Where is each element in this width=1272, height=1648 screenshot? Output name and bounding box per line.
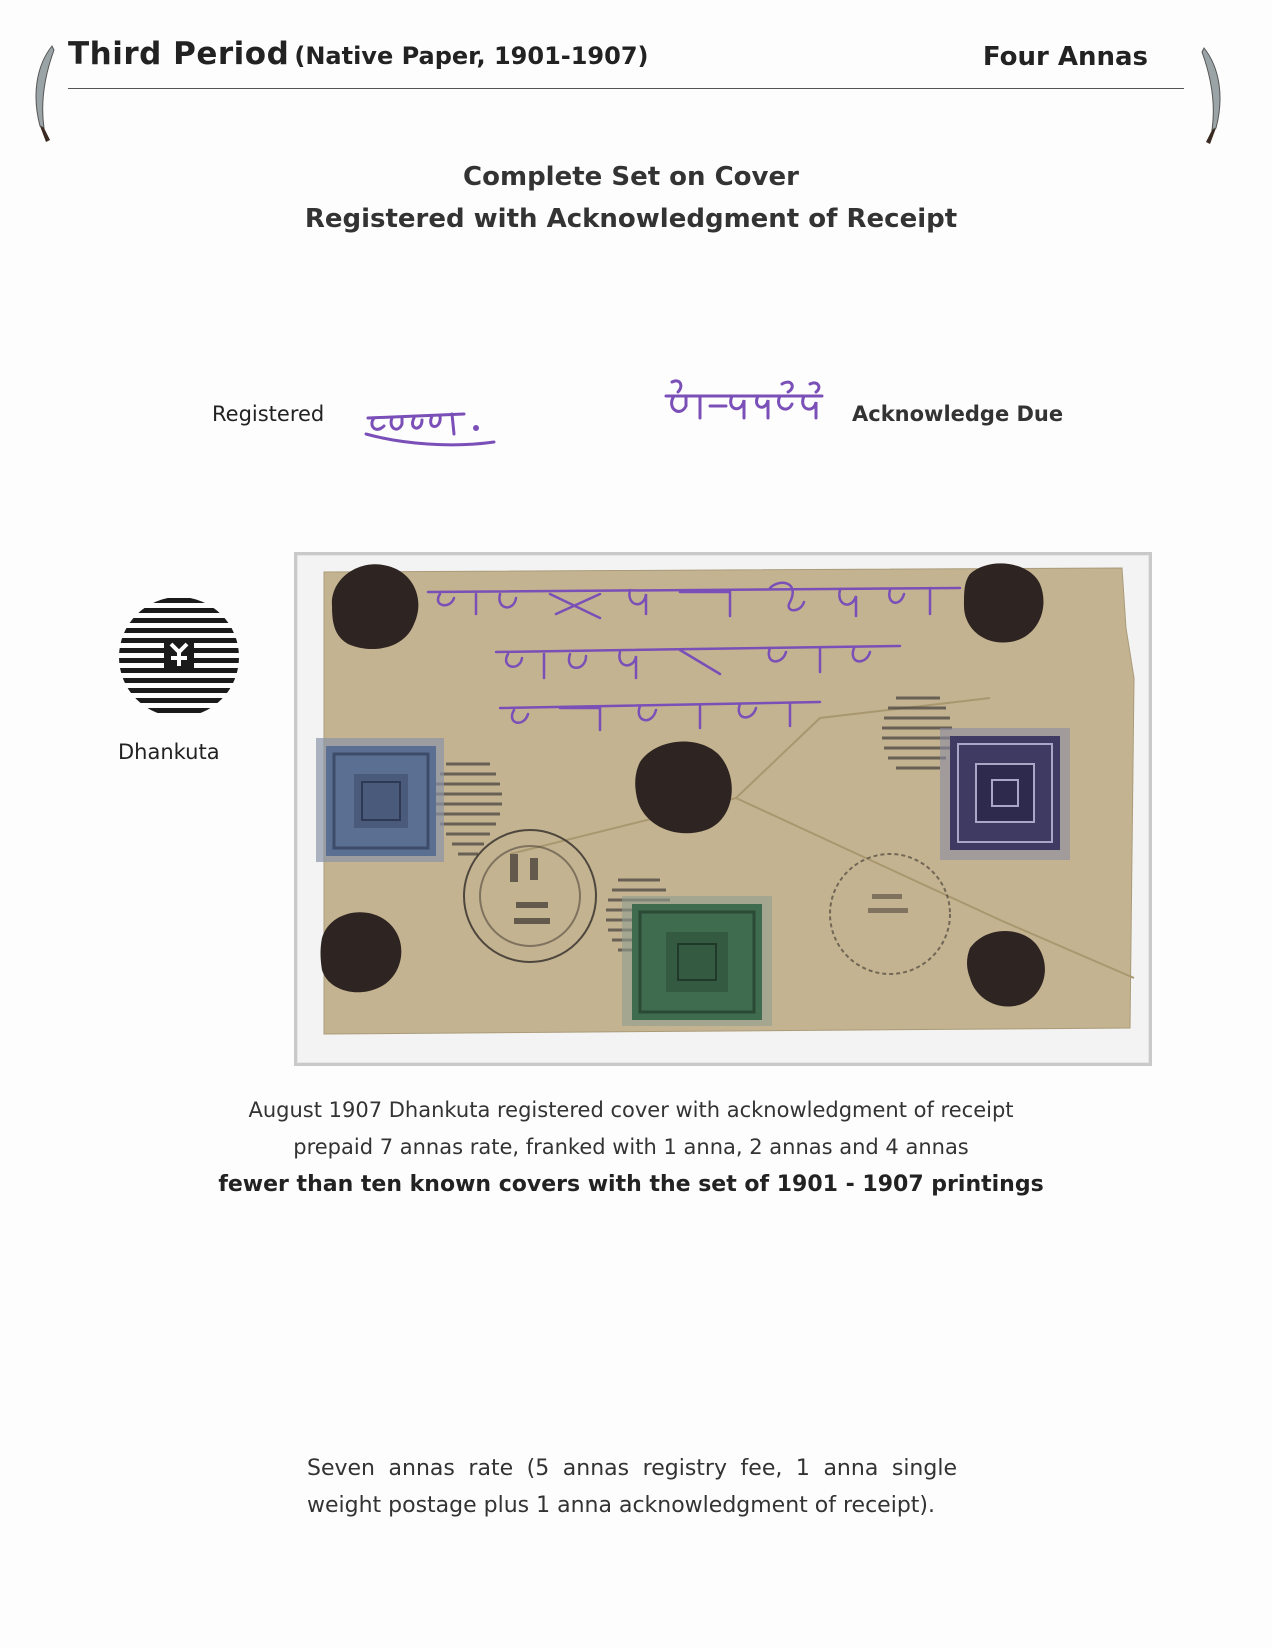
acknowledge-devanagari-marking: [662, 378, 832, 434]
striped-circle-postmark-icon: [118, 596, 240, 718]
town-label: Dhankuta: [118, 740, 220, 764]
cover-caption-line2: prepaid 7 annas rate, franked with 1 anna, 2 annas and 4 annas: [293, 1135, 969, 1159]
heading-set-on-cover: Complete Set on Cover: [463, 162, 799, 192]
registered-cover-image: [300, 558, 1140, 1054]
stamp-four-annas-dark: [940, 728, 1070, 860]
header-divider: [68, 88, 1184, 89]
stamp-one-anna-blue: [316, 738, 444, 862]
kukri-knife-icon: [1196, 46, 1226, 146]
page-title: [68, 36, 649, 72]
title-value: Four Annas: [982, 42, 1148, 72]
kukri-knife-icon: [30, 44, 60, 144]
cover-caption-line3: fewer than ten known covers with the set of 1901 - 1907 printings: [218, 1172, 1044, 1197]
acknowledge-label: Acknowledge Due: [852, 402, 1064, 426]
cover-caption-line1: August 1907 Dhankuta registered cover with acknowledgment of receipt: [248, 1098, 1014, 1122]
registered-devanagari-marking: [362, 404, 502, 450]
title-paper: (Native Paper, 1901-1907): [294, 42, 649, 70]
title-period: Third Period: [68, 36, 290, 72]
heading-registered-ack: Registered with Acknowledgment of Receipt: [304, 204, 958, 234]
stamp-two-annas-green: [622, 896, 772, 1026]
rate-note: Seven annas rate (5 annas registry fee, 1 anna single weight postage plus 1 anna acknowledgment of receipt).: [307, 1456, 957, 1518]
registered-label: Registered: [212, 402, 325, 426]
